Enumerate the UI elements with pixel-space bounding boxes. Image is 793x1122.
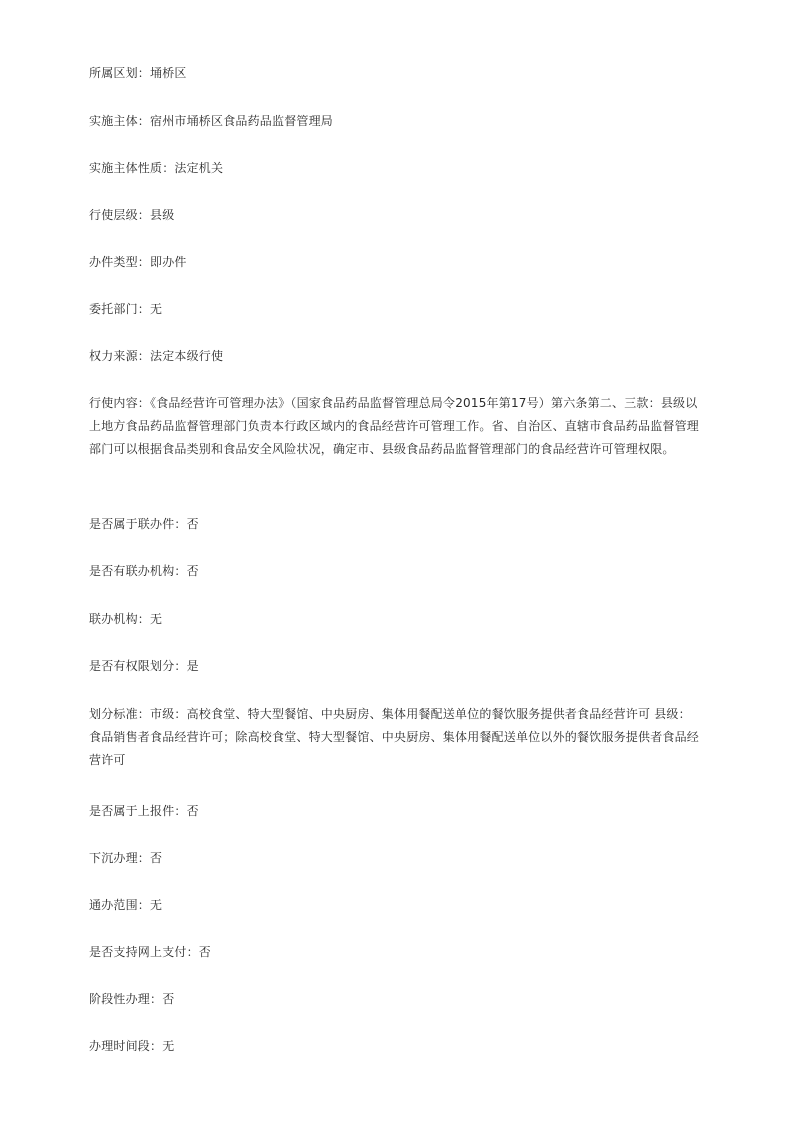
field-downward-handling: 下沉办理：否	[89, 851, 163, 865]
field-report-case: 是否属于上报件：否	[89, 804, 199, 818]
field-exercise-level: 行使层级：县级	[89, 208, 175, 222]
field-staged-handling: 阶段性办理：否	[89, 992, 175, 1006]
field-joint-case: 是否属于联办件：否	[89, 517, 199, 531]
field-case-type: 办件类型：即办件	[89, 255, 187, 269]
field-power-source: 权力来源：法定本级行使	[89, 349, 224, 363]
field-jurisdiction: 所属区划：埇桥区	[89, 66, 187, 80]
field-implementing-body: 实施主体：宿州市埇桥区食品药品监督管理局	[89, 114, 334, 128]
field-entrusted-dept: 委托部门：无	[89, 302, 163, 316]
field-body-nature: 实施主体性质：法定机关	[89, 161, 224, 175]
field-handling-period: 办理时间段：无	[89, 1039, 175, 1053]
field-joint-agency: 联办机构：无	[89, 612, 163, 626]
field-has-joint-agency: 是否有联办机构：否	[89, 564, 199, 578]
field-authority-division: 是否有权限划分：是	[89, 659, 199, 673]
field-general-scope: 通办范围：无	[89, 898, 163, 912]
field-exercise-content: 行使内容：《食品经营许可管理办法》（国家食品药品监督管理总局令2015年第17号）第六条第二、三款：县级以上地方食品药品监督管理部门负责本行政区域内的食品经营许可管理工作。省、自治区、直辖市食品药品监督管理部门可以根据食品类别和食品安全风险状况，确定市、县级食品药品监督管理部门的食品经营许可管理权限。	[89, 396, 700, 456]
field-division-standard: 划分标准：市级：高校食堂、特大型餐馆、中央厨房、集体用餐配送单位的餐饮服务提供者食品经营许可 县级：食品销售者食品经营许可；除高校食堂、特大型餐馆、中央厨房、集体用餐配送单位以外的餐饮服务提供者食品经营许可	[89, 707, 700, 767]
field-online-payment: 是否支持网上支付：否	[89, 945, 212, 959]
